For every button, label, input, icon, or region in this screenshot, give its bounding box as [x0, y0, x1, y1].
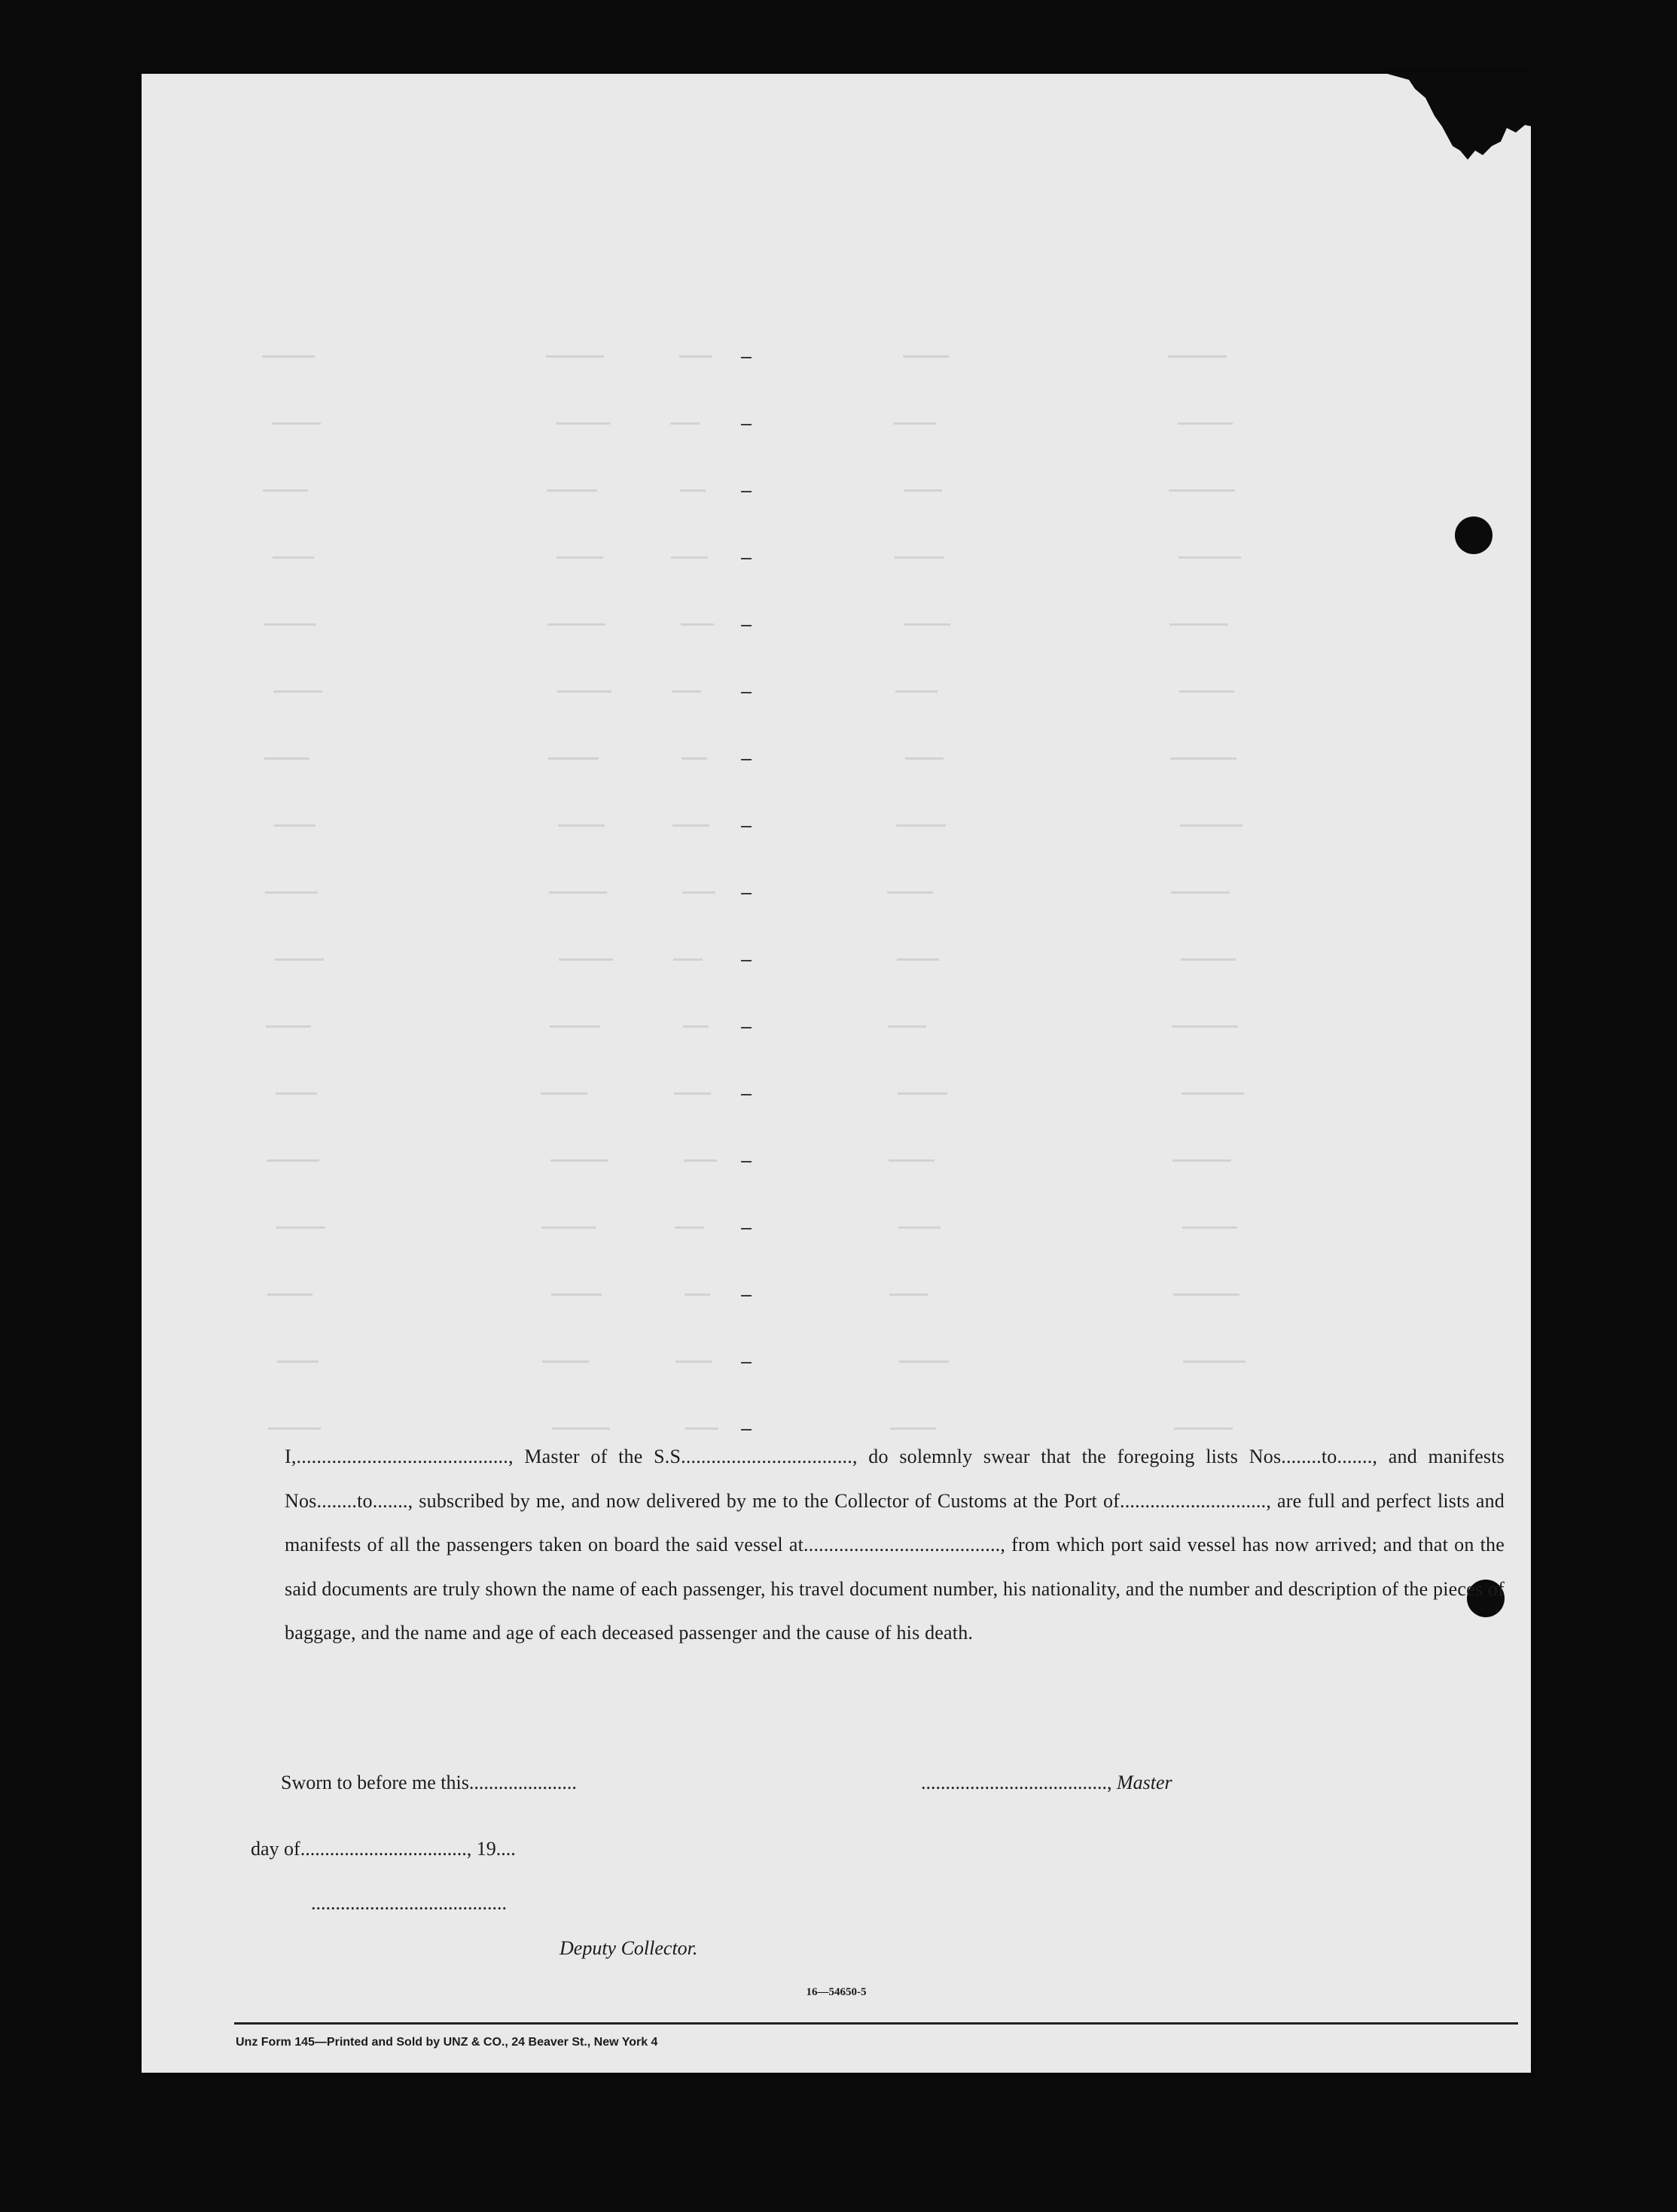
ghost-mark [1183, 1360, 1246, 1363]
ghost-mark [1178, 556, 1241, 559]
ghost-mark [546, 355, 604, 358]
ghost-mark [266, 1025, 311, 1028]
ghost-mark [1179, 690, 1234, 693]
ghost-mark [268, 1427, 321, 1430]
ghost-mark [265, 891, 318, 894]
signature-block [251, 1772, 1505, 1967]
ghost-mark [898, 1092, 947, 1095]
ghost-mark [550, 1159, 608, 1162]
ghost-mark [264, 623, 316, 626]
column-tick [741, 558, 752, 559]
document-page [142, 74, 1531, 2073]
ghost-mark [681, 757, 707, 760]
ghost-mark [888, 1025, 926, 1028]
ghost-mark [672, 824, 709, 827]
form-name: Unz Form 145 [236, 2036, 315, 2049]
ghost-mark [672, 690, 701, 693]
ghost-mark [549, 891, 607, 894]
oath-statement [251, 1435, 1505, 1656]
column-tick [741, 826, 752, 827]
ghost-mark [894, 422, 936, 425]
ghost-mark [263, 489, 308, 492]
ghost-mark [1172, 1159, 1231, 1162]
ghost-mark [277, 1360, 319, 1363]
column-tick [741, 1161, 752, 1162]
form-number: 16—54650-5 [806, 1986, 867, 1998]
ghost-mark [675, 1360, 712, 1363]
column-tick [741, 692, 752, 693]
ghost-mark [681, 623, 714, 626]
ghost-mark [557, 690, 611, 693]
column-tick [741, 1295, 752, 1296]
ghost-mark [541, 1226, 596, 1229]
oath-paragraph: I,.........................................., Master of the S.S.................................., do solemnly swear that the foregoing lists Nos........to......., and manifests Nos........to......., subscribed by me, and now delivered by me to the Collector of Customs at the Port of............................., are full and perfect lists and manifests of all the passengers taken on board the said vessel at......................................., from which port said vessel has now arrived; and that on the said documents are truly shown the name of each passenger, his travel document number, his nationality, and the number and description of the pieces of baggage, and the name and age of each deceased passenger and the cause of his death. [285, 1446, 1505, 1644]
column-tick [741, 1362, 752, 1363]
ghost-mark [1168, 355, 1227, 358]
ghost-mark [887, 891, 933, 894]
ghost-mark [898, 1226, 941, 1229]
ghost-mark [552, 1427, 610, 1430]
ghost-mark [551, 1293, 602, 1296]
ghost-mark [683, 1025, 709, 1028]
ghost-mark [1169, 623, 1228, 626]
ghost-mark [684, 1159, 717, 1162]
column-tick [741, 1429, 752, 1430]
ghost-mark [556, 556, 603, 559]
ghost-mark [670, 422, 700, 425]
ghost-mark [547, 489, 597, 492]
ghost-mark [276, 1226, 325, 1229]
ghost-mark [679, 355, 712, 358]
ghost-mark [275, 958, 324, 961]
column-tick [741, 960, 752, 961]
ghost-mark [905, 757, 944, 760]
ghost-mark [680, 489, 706, 492]
ghost-mark [267, 1159, 319, 1162]
ghost-mark [685, 1293, 710, 1296]
ghost-mark [1172, 1025, 1238, 1028]
ghost-mark [273, 556, 314, 559]
ghost-mark [1180, 824, 1243, 827]
column-tick [741, 1228, 752, 1229]
ghost-mark [895, 556, 944, 559]
ghost-mark [673, 958, 703, 961]
ghost-mark [1173, 1293, 1239, 1296]
column-tick [741, 491, 752, 492]
ghost-mark [685, 1427, 718, 1430]
ghost-mark [550, 1025, 600, 1028]
ghost-mark [559, 958, 613, 961]
ghost-mark [548, 757, 599, 760]
ghost-mark [682, 891, 715, 894]
ghost-mark [904, 489, 942, 492]
master-signature-line [921, 1772, 1172, 1794]
ghost-mark [674, 1092, 711, 1095]
ghost-mark [890, 1427, 936, 1430]
ghost-mark [556, 422, 610, 425]
ghost-mark [897, 958, 939, 961]
ghost-mark [274, 824, 316, 827]
master-dots: ......................................, [921, 1772, 1112, 1793]
ghost-mark [889, 1159, 935, 1162]
punch-hole-top [1455, 516, 1493, 554]
ghost-mark [547, 623, 605, 626]
ghost-mark [1171, 891, 1230, 894]
ghost-mark [896, 824, 946, 827]
column-tick [741, 1027, 752, 1028]
column-tick [741, 625, 752, 626]
ghost-mark [675, 1226, 704, 1229]
ghost-mark [272, 422, 321, 425]
ghost-mark [1174, 1427, 1233, 1430]
ghost-mark [671, 556, 708, 559]
collector-signature-dots: ........................................ [311, 1892, 507, 1914]
ghost-mark [1182, 1092, 1244, 1095]
ghost-mark [899, 1360, 949, 1363]
ghost-mark [558, 824, 605, 827]
day-of-line: day of.................................., 19.... [251, 1838, 516, 1860]
deputy-collector-label: Deputy Collector. [560, 1937, 698, 1959]
ghost-mark [276, 1092, 317, 1095]
column-tick [741, 759, 752, 760]
column-tick [741, 1094, 752, 1095]
master-label: Master [1117, 1772, 1172, 1793]
ghost-mark [541, 1092, 587, 1095]
ghost-mark [904, 623, 950, 626]
ghost-mark [1178, 422, 1233, 425]
ghost-mark [262, 355, 315, 358]
printer-footer [236, 2036, 657, 2049]
ghost-mark [903, 355, 949, 358]
torn-corner [1382, 72, 1540, 163]
ghost-mark [889, 1293, 928, 1296]
sworn-before-line: Sworn to before me this...................... [281, 1772, 577, 1793]
printer-credit: —Printed and Sold by UNZ & CO., 24 Beaver St., New York 4 [314, 2036, 658, 2049]
footer-divider [234, 2022, 1518, 2025]
ghost-mark [542, 1360, 589, 1363]
ghost-mark [264, 757, 309, 760]
ghost-mark [1169, 489, 1235, 492]
ghost-mark [895, 690, 938, 693]
column-tick [741, 357, 752, 358]
ghost-mark [1181, 958, 1236, 961]
ghost-mark [273, 690, 322, 693]
ghost-mark [267, 1293, 313, 1296]
ghost-mark [1182, 1226, 1237, 1229]
column-tick [741, 893, 752, 894]
column-tick [741, 424, 752, 425]
ghost-mark [1170, 757, 1236, 760]
